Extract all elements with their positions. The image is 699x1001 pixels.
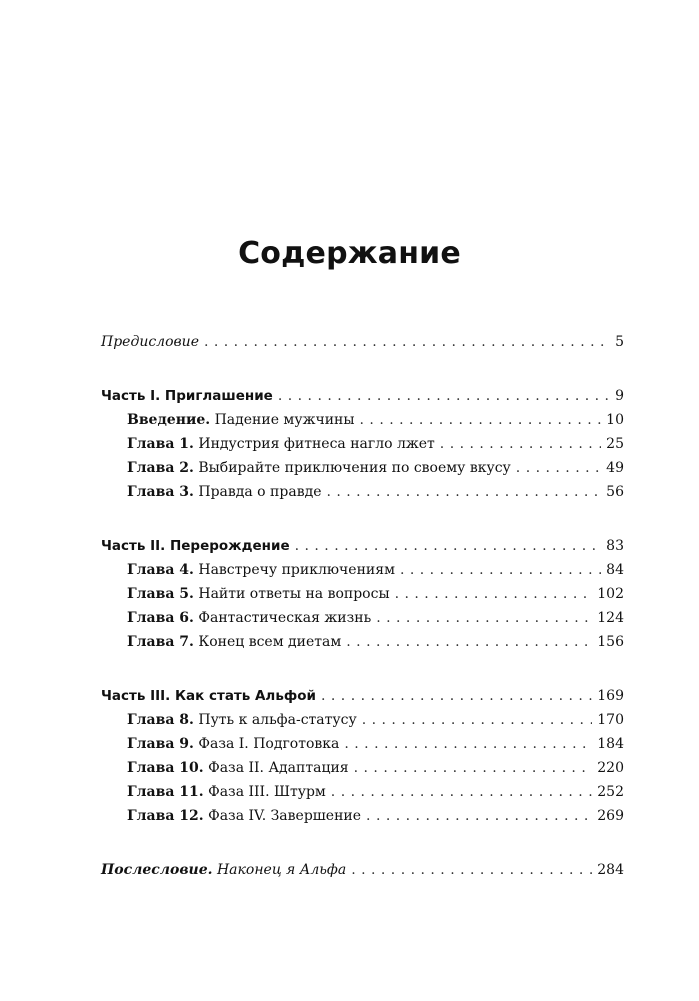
toc-page-number: 169 [597,688,624,704]
dot-leader [395,582,593,606]
chapter-title: Конец всем диетам [198,634,342,650]
chapter-number: Глава 12. [127,808,204,824]
chapter-title: Фаза III. Штурм [208,784,326,800]
toc-part-label: Часть III. Как стать Альфой [101,688,316,704]
chapter-title: Правда о правде [198,484,322,500]
toc-entry-chapter[interactable] [101,606,624,630]
toc-part-label: Часть I. Приглашение [101,388,273,404]
dot-leader [326,480,601,504]
toc-page-number: 184 [597,736,624,752]
dot-leader [400,558,601,582]
toc-page-number: 84 [606,562,624,578]
toc-part-label: Часть II. Перерождение [101,538,290,554]
toc-page-number: 269 [597,808,624,824]
dot-leader [362,708,593,732]
toc-entry-chapter[interactable] [101,456,624,480]
chapter-number: Глава 8. [127,712,194,728]
dot-leader [295,534,602,558]
toc-page-number: 156 [597,634,624,650]
toc-page-number: 10 [606,412,624,428]
chapter-number: Глава 2. [127,460,194,476]
chapter-number: Глава 10. [127,760,204,776]
toc-page-number: 170 [597,712,624,728]
chapter-number: Глава 9. [127,736,194,752]
chapter-title: Фаза IV. Завершение [208,808,362,824]
toc-page-number: 49 [606,460,624,476]
toc-entry-chapter[interactable] [101,582,624,606]
toc-page-number: 220 [597,760,624,776]
chapter-number: Введение. [127,412,211,428]
chapter-title: Найти ответы на вопросы [198,586,390,602]
toc-entry-chapter[interactable] [101,756,624,780]
table-of-contents [101,330,624,882]
chapter-title: Навстречу приключениям [198,562,395,578]
toc-page-number: 102 [597,586,624,602]
chapter-title: Падение мужчины [214,412,355,428]
dot-leader [204,330,610,354]
toc-entry-chapter[interactable] [101,780,624,804]
chapter-number: Глава 6. [127,610,194,626]
chapter-number: Глава 1. [127,436,194,452]
toc-page-number: 5 [615,334,624,350]
dot-leader [351,858,592,882]
toc-entry-afterword[interactable] [101,858,624,882]
dot-leader [516,456,601,480]
toc-entry-chapter[interactable] [101,480,624,504]
chapter-title: Фантастическая жизнь [198,610,372,626]
afterword-title: Наконец я Альфа [216,862,347,878]
chapter-number: Глава 11. [127,784,204,800]
toc-entry-chapter[interactable] [101,630,624,654]
dot-leader [354,756,593,780]
chapter-title: Индустрия фитнеса нагло лжет [198,436,435,452]
toc-page-number: 284 [597,862,624,878]
dot-leader [440,432,601,456]
dot-leader [376,606,592,630]
toc-entry-preface[interactable] [101,330,624,354]
toc-page-number: 56 [606,484,624,500]
dot-leader [344,732,592,756]
dot-leader [278,384,610,408]
toc-page-number: 9 [615,388,624,404]
chapter-number: Глава 3. [127,484,194,500]
dot-leader [346,630,592,654]
chapter-title: Выбирайте приключения по своему вкусу [198,460,511,476]
toc-page-number: 252 [597,784,624,800]
chapter-number: Глава 5. [127,586,194,602]
toc-entry-chapter[interactable] [101,558,624,582]
chapter-number: Глава 7. [127,634,194,650]
afterword-label: Послесловие. [101,862,213,878]
toc-page-number: 83 [606,538,624,554]
chapter-title: Фаза I. Подготовка [198,736,340,752]
page-title: Содержание [238,236,461,271]
toc-entry-chapter[interactable] [101,432,624,456]
toc-entry-part-2[interactable] [101,534,624,558]
dot-leader [331,780,592,804]
dot-leader [366,804,592,828]
toc-entry-part-3[interactable] [101,684,624,708]
toc-page-number: 25 [606,436,624,452]
toc-entry-label: Предисловие [101,334,199,350]
toc-page-number: 124 [597,610,624,626]
toc-entry-chapter[interactable] [101,804,624,828]
dot-leader [321,684,592,708]
toc-entry-part-1[interactable] [101,384,624,408]
chapter-title: Фаза II. Адаптация [208,760,349,776]
chapter-number: Глава 4. [127,562,194,578]
toc-entry-chapter[interactable] [101,708,624,732]
toc-entry-chapter[interactable] [101,732,624,756]
toc-entry-chapter[interactable] [101,408,624,432]
dot-leader [360,408,602,432]
chapter-title: Путь к альфа-статусу [198,712,357,728]
